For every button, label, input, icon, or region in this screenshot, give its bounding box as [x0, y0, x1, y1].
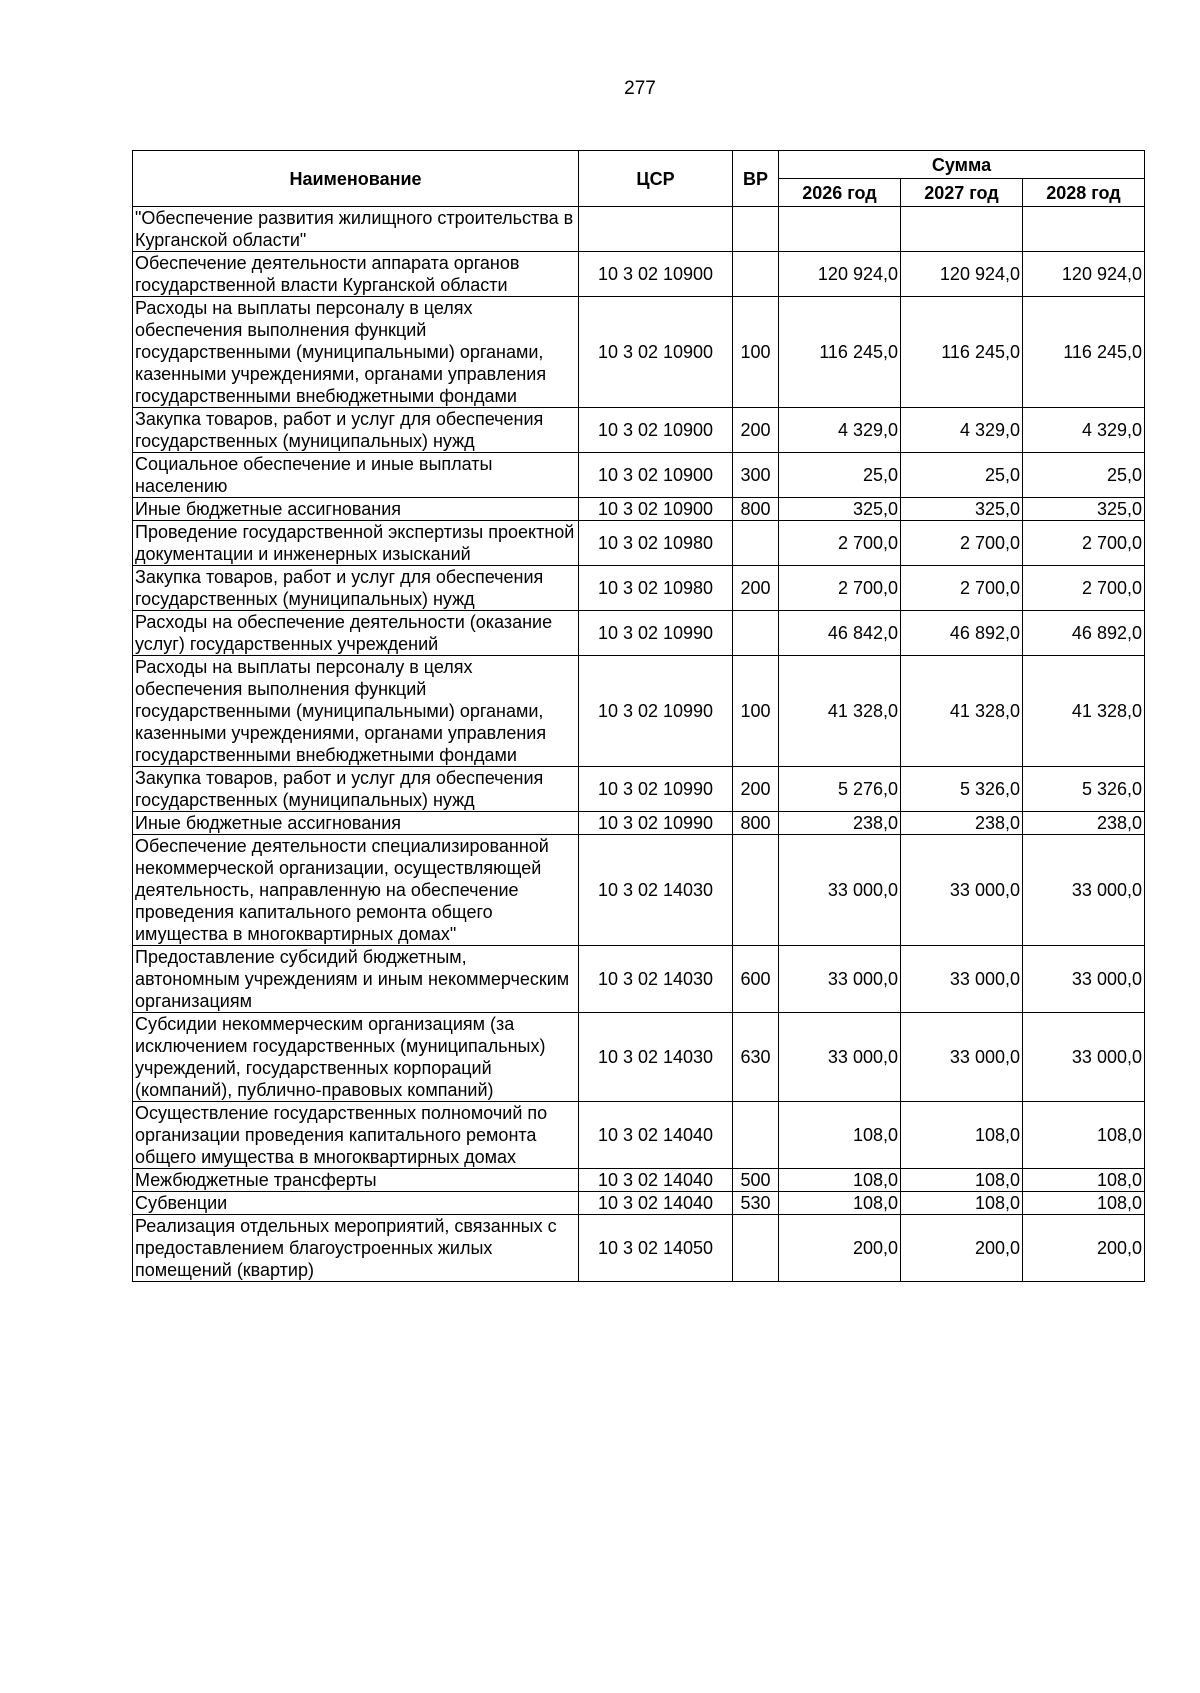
- row-csr-cell: 10 3 02 14040: [579, 1102, 733, 1169]
- table-row: [133, 1102, 1145, 1169]
- row-sum-2027-cell: 4 329,0: [901, 408, 1023, 453]
- row-vr-cell: [733, 521, 779, 566]
- row-sum-2028-cell: 33 000,0: [1023, 1013, 1145, 1102]
- row-name-cell: Социальное обеспечение и иные выплаты населению: [133, 453, 579, 498]
- row-sum-2028-cell: 5 326,0: [1023, 767, 1145, 812]
- header-csr: ЦСР: [579, 151, 733, 207]
- row-sum-2028-cell: 2 700,0: [1023, 566, 1145, 611]
- row-sum-2026-cell: 2 700,0: [779, 521, 901, 566]
- row-vr-cell: 630: [733, 1013, 779, 1102]
- row-sum-2028-cell: 108,0: [1023, 1192, 1145, 1215]
- row-sum-2028-cell: 4 329,0: [1023, 408, 1145, 453]
- row-name-cell: Осуществление государственных полномочий по организации проведения капитального ремонта общего имущества в многоквартирных домах: [133, 1102, 579, 1169]
- row-name-cell: Иные бюджетные ассигнования: [133, 498, 579, 521]
- row-sum-2027-cell: [901, 207, 1023, 252]
- row-sum-2027-cell: 46 892,0: [901, 611, 1023, 656]
- row-name-cell: Расходы на обеспечение деятельности (оказание услуг) государственных учреждений: [133, 611, 579, 656]
- row-sum-2027-cell: 33 000,0: [901, 1013, 1023, 1102]
- row-vr-cell: 200: [733, 767, 779, 812]
- row-sum-2028-cell: 46 892,0: [1023, 611, 1145, 656]
- row-sum-2027-cell: 116 245,0: [901, 297, 1023, 408]
- row-vr-cell: [733, 835, 779, 946]
- row-name-cell: Межбюджетные трансферты: [133, 1169, 579, 1192]
- row-name-cell: Субвенции: [133, 1192, 579, 1215]
- row-sum-2027-cell: 120 924,0: [901, 252, 1023, 297]
- row-sum-2026-cell: 33 000,0: [779, 835, 901, 946]
- row-sum-2027-cell: 325,0: [901, 498, 1023, 521]
- row-csr-cell: 10 3 02 14050: [579, 1215, 733, 1282]
- row-sum-2027-cell: 25,0: [901, 453, 1023, 498]
- row-csr-cell: 10 3 02 10900: [579, 453, 733, 498]
- row-vr-cell: [733, 252, 779, 297]
- row-csr-cell: 10 3 02 14040: [579, 1192, 733, 1215]
- row-sum-2028-cell: [1023, 207, 1145, 252]
- row-sum-2027-cell: 2 700,0: [901, 566, 1023, 611]
- row-name-cell: Субсидии некоммерческим организациям (за исключением государственных (муниципальных) учреждений, государственных корпораций (компаний), публично-правовых компаний): [133, 1013, 579, 1102]
- table-row: [133, 297, 1145, 408]
- row-sum-2026-cell: 108,0: [779, 1169, 901, 1192]
- row-vr-cell: 600: [733, 946, 779, 1013]
- row-csr-cell: 10 3 02 14030: [579, 946, 733, 1013]
- row-sum-2027-cell: 108,0: [901, 1169, 1023, 1192]
- row-csr-cell: 10 3 02 10990: [579, 656, 733, 767]
- row-sum-2026-cell: 5 276,0: [779, 767, 901, 812]
- row-sum-2026-cell: 33 000,0: [779, 946, 901, 1013]
- row-sum-2028-cell: 120 924,0: [1023, 252, 1145, 297]
- row-sum-2026-cell: 46 842,0: [779, 611, 901, 656]
- row-sum-2027-cell: 108,0: [901, 1192, 1023, 1215]
- row-sum-2026-cell: 33 000,0: [779, 1013, 901, 1102]
- table-row: [133, 498, 1145, 521]
- row-csr-cell: 10 3 02 10900: [579, 252, 733, 297]
- header-year-2027: 2027 год: [901, 179, 1023, 207]
- row-vr-cell: 800: [733, 812, 779, 835]
- table-row: [133, 611, 1145, 656]
- row-sum-2028-cell: 33 000,0: [1023, 835, 1145, 946]
- row-sum-2028-cell: 25,0: [1023, 453, 1145, 498]
- row-sum-2026-cell: 116 245,0: [779, 297, 901, 408]
- row-sum-2026-cell: 238,0: [779, 812, 901, 835]
- table-body: [133, 207, 1145, 1282]
- row-csr-cell: 10 3 02 10990: [579, 611, 733, 656]
- row-name-cell: Закупка товаров, работ и услуг для обеспечения государственных (муниципальных) нужд: [133, 566, 579, 611]
- table-row: [133, 1215, 1145, 1282]
- row-csr-cell: 10 3 02 14030: [579, 1013, 733, 1102]
- table-row: [133, 207, 1145, 252]
- row-sum-2027-cell: 2 700,0: [901, 521, 1023, 566]
- header-year-2028: 2028 год: [1023, 179, 1145, 207]
- row-sum-2028-cell: 108,0: [1023, 1169, 1145, 1192]
- row-sum-2028-cell: 33 000,0: [1023, 946, 1145, 1013]
- row-name-cell: Закупка товаров, работ и услуг для обеспечения государственных (муниципальных) нужд: [133, 408, 579, 453]
- row-sum-2028-cell: 41 328,0: [1023, 656, 1145, 767]
- row-csr-cell: 10 3 02 10980: [579, 566, 733, 611]
- row-csr-cell: 10 3 02 10900: [579, 408, 733, 453]
- table-row: [133, 835, 1145, 946]
- row-sum-2026-cell: 200,0: [779, 1215, 901, 1282]
- row-sum-2026-cell: 2 700,0: [779, 566, 901, 611]
- table-row: [133, 656, 1145, 767]
- row-name-cell: Проведение государственной экспертизы проектной документации и инженерных изысканий: [133, 521, 579, 566]
- table-row: [133, 1192, 1145, 1215]
- row-vr-cell: [733, 611, 779, 656]
- row-sum-2027-cell: 108,0: [901, 1102, 1023, 1169]
- row-sum-2028-cell: 200,0: [1023, 1215, 1145, 1282]
- row-vr-cell: 500: [733, 1169, 779, 1192]
- row-sum-2028-cell: 108,0: [1023, 1102, 1145, 1169]
- row-name-cell: Реализация отдельных мероприятий, связанных с предоставлением благоустроенных жилых помещений (квартир): [133, 1215, 579, 1282]
- row-sum-2028-cell: 2 700,0: [1023, 521, 1145, 566]
- row-sum-2027-cell: 33 000,0: [901, 946, 1023, 1013]
- row-vr-cell: 200: [733, 408, 779, 453]
- table-row: [133, 521, 1145, 566]
- row-csr-cell: 10 3 02 14030: [579, 835, 733, 946]
- page-number: 277: [624, 78, 656, 99]
- row-vr-cell: [733, 1102, 779, 1169]
- row-sum-2027-cell: 200,0: [901, 1215, 1023, 1282]
- row-vr-cell: 300: [733, 453, 779, 498]
- row-vr-cell: 100: [733, 297, 779, 408]
- row-csr-cell: 10 3 02 10990: [579, 812, 733, 835]
- table-row: [133, 1169, 1145, 1192]
- row-csr-cell: 10 3 02 14040: [579, 1169, 733, 1192]
- row-vr-cell: 200: [733, 566, 779, 611]
- row-csr-cell: [579, 207, 733, 252]
- table-row: [133, 767, 1145, 812]
- budget-table: [132, 150, 1145, 1282]
- row-sum-2026-cell: [779, 207, 901, 252]
- table-row: [133, 566, 1145, 611]
- header-vr: ВР: [733, 151, 779, 207]
- row-sum-2027-cell: 238,0: [901, 812, 1023, 835]
- table-row: [133, 252, 1145, 297]
- row-sum-2026-cell: 25,0: [779, 453, 901, 498]
- row-csr-cell: 10 3 02 10900: [579, 498, 733, 521]
- row-name-cell: Иные бюджетные ассигнования: [133, 812, 579, 835]
- row-sum-2026-cell: 41 328,0: [779, 656, 901, 767]
- header-sum: Сумма: [779, 151, 1145, 179]
- row-vr-cell: 800: [733, 498, 779, 521]
- row-csr-cell: 10 3 02 10900: [579, 297, 733, 408]
- row-name-cell: Обеспечение деятельности специализированной некоммерческой организации, осуществляющей деятельность, направленную на обеспечение проведения капитального ремонта общего имущества в многоквартирных домах": [133, 835, 579, 946]
- row-name-cell: Обеспечение деятельности аппарата органов государственной власти Курганской области: [133, 252, 579, 297]
- row-name-cell: Закупка товаров, работ и услуг для обеспечения государственных (муниципальных) нужд: [133, 767, 579, 812]
- row-name-cell: Предоставление субсидий бюджетным, автономным учреждениям и иным некоммерческим организациям: [133, 946, 579, 1013]
- row-csr-cell: 10 3 02 10990: [579, 767, 733, 812]
- table-row: [133, 408, 1145, 453]
- header-row: [133, 151, 1145, 179]
- row-sum-2027-cell: 5 326,0: [901, 767, 1023, 812]
- header-name: Наименование: [133, 151, 579, 207]
- row-vr-cell: 530: [733, 1192, 779, 1215]
- row-sum-2027-cell: 41 328,0: [901, 656, 1023, 767]
- row-sum-2026-cell: 325,0: [779, 498, 901, 521]
- row-csr-cell: 10 3 02 10980: [579, 521, 733, 566]
- row-sum-2026-cell: 4 329,0: [779, 408, 901, 453]
- row-name-cell: Расходы на выплаты персоналу в целях обеспечения выполнения функций государственными (муниципальными) органами, казенными учреждениями, органами управления государственными внебюджетными фондами: [133, 656, 579, 767]
- table-row: [133, 812, 1145, 835]
- header-year-2026: 2026 год: [779, 179, 901, 207]
- table-row: [133, 1013, 1145, 1102]
- row-vr-cell: 100: [733, 656, 779, 767]
- row-vr-cell: [733, 207, 779, 252]
- table-row: [133, 946, 1145, 1013]
- row-sum-2028-cell: 325,0: [1023, 498, 1145, 521]
- row-sum-2026-cell: 120 924,0: [779, 252, 901, 297]
- row-sum-2027-cell: 33 000,0: [901, 835, 1023, 946]
- row-sum-2026-cell: 108,0: [779, 1192, 901, 1215]
- row-sum-2028-cell: 116 245,0: [1023, 297, 1145, 408]
- row-vr-cell: [733, 1215, 779, 1282]
- row-name-cell: Расходы на выплаты персоналу в целях обеспечения выполнения функций государственными (муниципальными) органами, казенными учреждениями, органами управления государственными внебюджетными фондами: [133, 297, 579, 408]
- row-sum-2028-cell: 238,0: [1023, 812, 1145, 835]
- row-sum-2026-cell: 108,0: [779, 1102, 901, 1169]
- table-row: [133, 453, 1145, 498]
- row-name-cell: "Обеспечение развития жилищного строительства в Курганской области": [133, 207, 579, 252]
